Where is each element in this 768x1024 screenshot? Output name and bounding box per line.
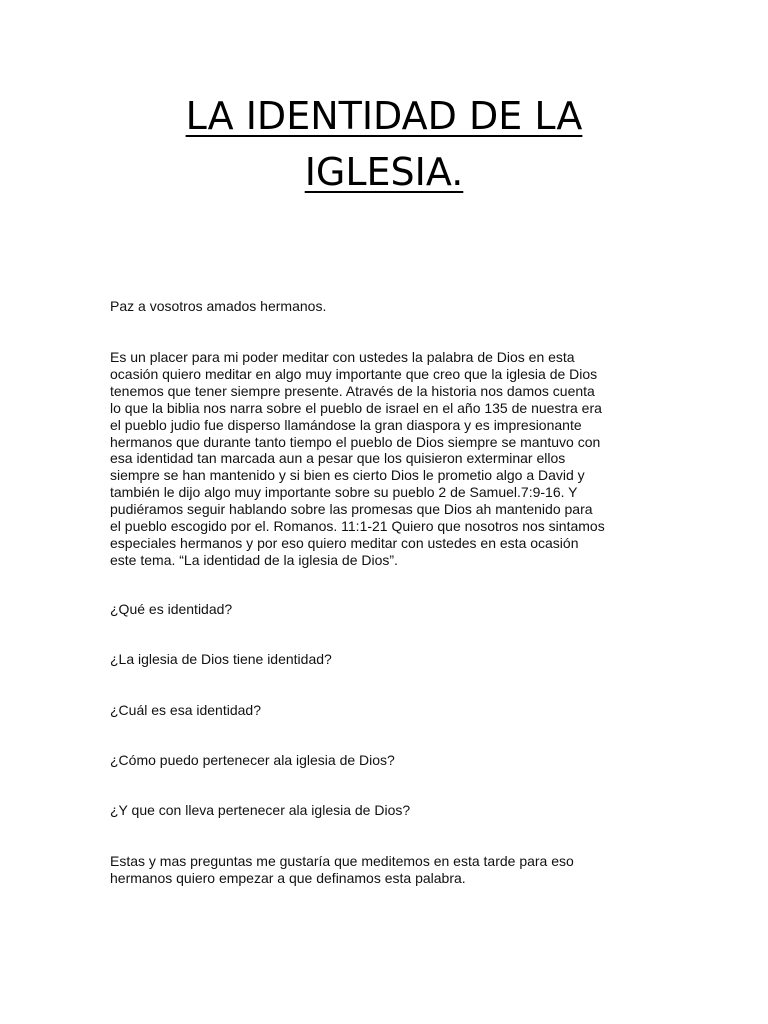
- body-line: el pueblo judio fue disperso llamándose la gran diaspora y es impresionante: [110, 416, 582, 433]
- closing-paragraph: [110, 853, 670, 887]
- body-line: esa identidad tan marcada aun a pesar que los quisieron exterminar ellos: [110, 450, 566, 467]
- question-paragraph: ¿Qué es identidad?: [110, 601, 233, 617]
- question-paragraph: ¿Cuál es esa identidad?: [110, 702, 261, 718]
- body-line: tenemos que tener siempre presente. Através de la historia nos damos cuenta: [110, 382, 595, 399]
- closing-line: hermanos quiero empezar a que definamos esta palabra.: [110, 869, 466, 886]
- title-line-2: IGLESIA.: [304, 150, 464, 194]
- body-line: lo que la biblia nos narra sobre el pueblo de israel en el año 135 de nuestra era: [110, 399, 602, 416]
- closing-line: Estas y mas preguntas me gustaría que meditemos en esta tarde para eso: [110, 853, 574, 869]
- main-paragraph: [110, 349, 666, 569]
- body-line: ocasión quiero meditar en algo muy importante que creo que la iglesia de Dios: [110, 365, 598, 382]
- body-line: también le dijo algo muy importante sobre su pueblo 2 de Samuel.7:9-16. Y: [110, 484, 578, 501]
- document-title: [100, 88, 668, 200]
- body-line: este tema. “La identidad de la iglesia de Dios”.: [110, 551, 398, 568]
- body-line: Es un placer para mi poder meditar con ustedes la palabra de Dios en esta: [110, 349, 575, 365]
- title-line-1: LA IDENTIDAD DE LA: [185, 94, 583, 138]
- greeting-paragraph: Paz a vosotros amados hermanos.: [110, 298, 327, 314]
- body-line: siempre se han mantenido y si bien es cierto Dios le prometio algo a David y: [110, 467, 585, 484]
- body-line: especiales hermanos y por eso quiero meditar con ustedes en esta ocasión: [110, 534, 579, 551]
- body-line: el pueblo escogido por el. Romanos. 11:1-21 Quiero que nosotros nos sintamos: [110, 518, 605, 535]
- body-line: hermanos que durante tanto tiempo el pueblo de Dios siempre se mantuvo con: [110, 433, 601, 450]
- body-line: pudiéramos seguir hablando sobre las promesas que Dios ah mantenido para: [110, 501, 593, 518]
- question-paragraph: ¿Cómo puedo pertenecer ala iglesia de Dios?: [110, 752, 395, 768]
- question-paragraph: ¿La iglesia de Dios tiene identidad?: [110, 651, 332, 667]
- question-paragraph: ¿Y que con lleva pertenecer ala iglesia de Dios?: [110, 802, 411, 818]
